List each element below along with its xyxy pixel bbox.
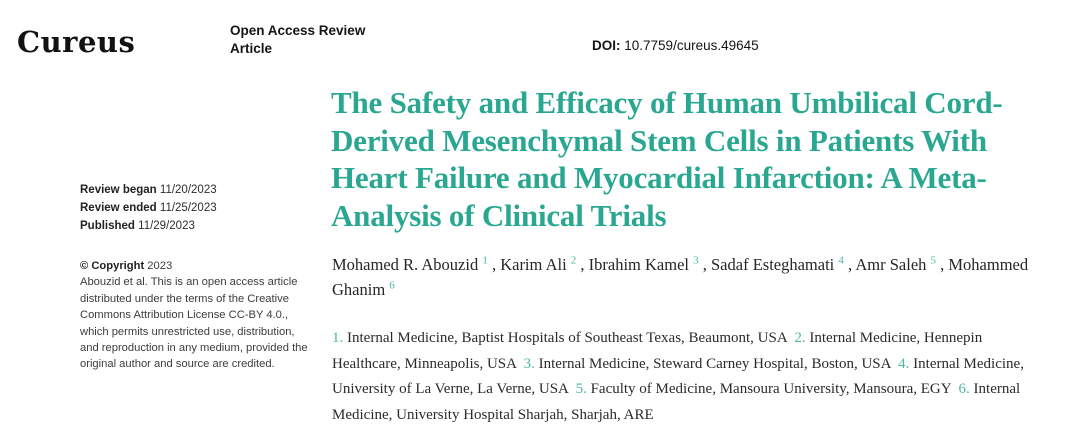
affiliation-text: Internal Medicine, Steward Carney Hospital, Boston, USA [538, 355, 891, 372]
affiliation-number: 1. [332, 330, 344, 346]
author-affiliation-ref: 6 [389, 279, 395, 292]
article-title [331, 84, 1071, 234]
cureus-logo: Cureus [17, 25, 136, 59]
copyright-block [80, 258, 313, 373]
published-date: 11/29/2023 [138, 220, 195, 232]
author-affiliation-ref: 1 [482, 254, 488, 267]
affiliation-number: 6. [958, 381, 970, 397]
affiliation-number: 5. [575, 381, 587, 397]
author-name: Ibrahim Kamel [588, 255, 689, 274]
published-label: Published [80, 220, 135, 232]
author-name: Karim Ali [500, 255, 567, 274]
doi-value[interactable]: 10.7759/cureus.49645 [624, 38, 759, 53]
review-began-date: 11/20/2023 [159, 184, 217, 196]
affiliation-list [332, 326, 1054, 428]
published-line [80, 217, 217, 235]
doi [592, 38, 759, 53]
review-began-line [80, 181, 217, 199]
copyright-heading [80, 258, 313, 274]
author-list: Mohamed R. Abouzid $^1$ , Karim Ali $^2$ , Ibrahim Kamel $^3$ , Sadaf Esteghamati $^4$ , Amr Saleh $^5$ , Mohammed Ghanim $^6$ [332, 254, 1029, 299]
affiliation-text: Internal Medicine, Hennepin Healthcare, Minneapolis, USA [332, 330, 983, 372]
review-ended-line [80, 199, 217, 217]
article-type-label: Open Access Review Article [230, 23, 366, 56]
affiliation-text: Internal Medicine, University of La Verne, La Verne, USA [332, 355, 1024, 397]
copyright-year: 2023 [147, 260, 173, 272]
copyright-label: © Copyright [80, 260, 145, 272]
copyright-text: Abouzid et al. This is an open access article distributed under the terms of the Creative Commons Attribution License CC-BY 4.0., which permits unrestricted use, distribution, and reproduction in any medium, provided the original author and source are credited. [80, 276, 308, 371]
author-name: Mohamed R. Abouzid [332, 255, 479, 274]
affiliation-number: 4. [898, 355, 910, 372]
review-ended-date: 11/25/2023 [159, 202, 217, 214]
article-title-line: Heart Failure and Myocardial Infarction: A Meta- [331, 160, 987, 195]
author-name: Mohammed Ghanim [332, 255, 1029, 299]
affiliation-text: Faculty of Medicine, Mansoura University, Mansoura, EGY [590, 381, 952, 397]
author-affiliation-ref: 5 [930, 254, 937, 267]
author-name: Amr Saleh [855, 255, 927, 274]
affiliation-text: Internal Medicine, Baptist Hospitals of Southeast Texas, Beaumont, USA [347, 330, 787, 346]
article-title-line: Derived Mesenchymal Stem Cells in Patients With [331, 122, 987, 158]
review-began-label: Review began [80, 184, 157, 196]
review-ended-label: Review ended [80, 202, 157, 214]
affiliation-number: 3. [523, 355, 535, 372]
affiliation-number: 2. [794, 330, 806, 346]
author-name: Sadaf Esteghamati [711, 255, 835, 274]
doi-label: DOI: [592, 38, 621, 53]
author-affiliation-ref: 3 [693, 254, 699, 267]
affiliation-text: Internal Medicine, University Hospital Sharjah, Sharjah, ARE [332, 381, 1021, 423]
article-title-line: The Safety and Efficacy of Human Umbilical Cord- [331, 85, 1003, 120]
review-dates [80, 181, 217, 235]
article-title-line: Analysis of Clinical Trials [331, 197, 667, 233]
author-affiliation-ref: 2 [570, 254, 577, 267]
author-affiliation-ref: 4 [838, 254, 844, 267]
